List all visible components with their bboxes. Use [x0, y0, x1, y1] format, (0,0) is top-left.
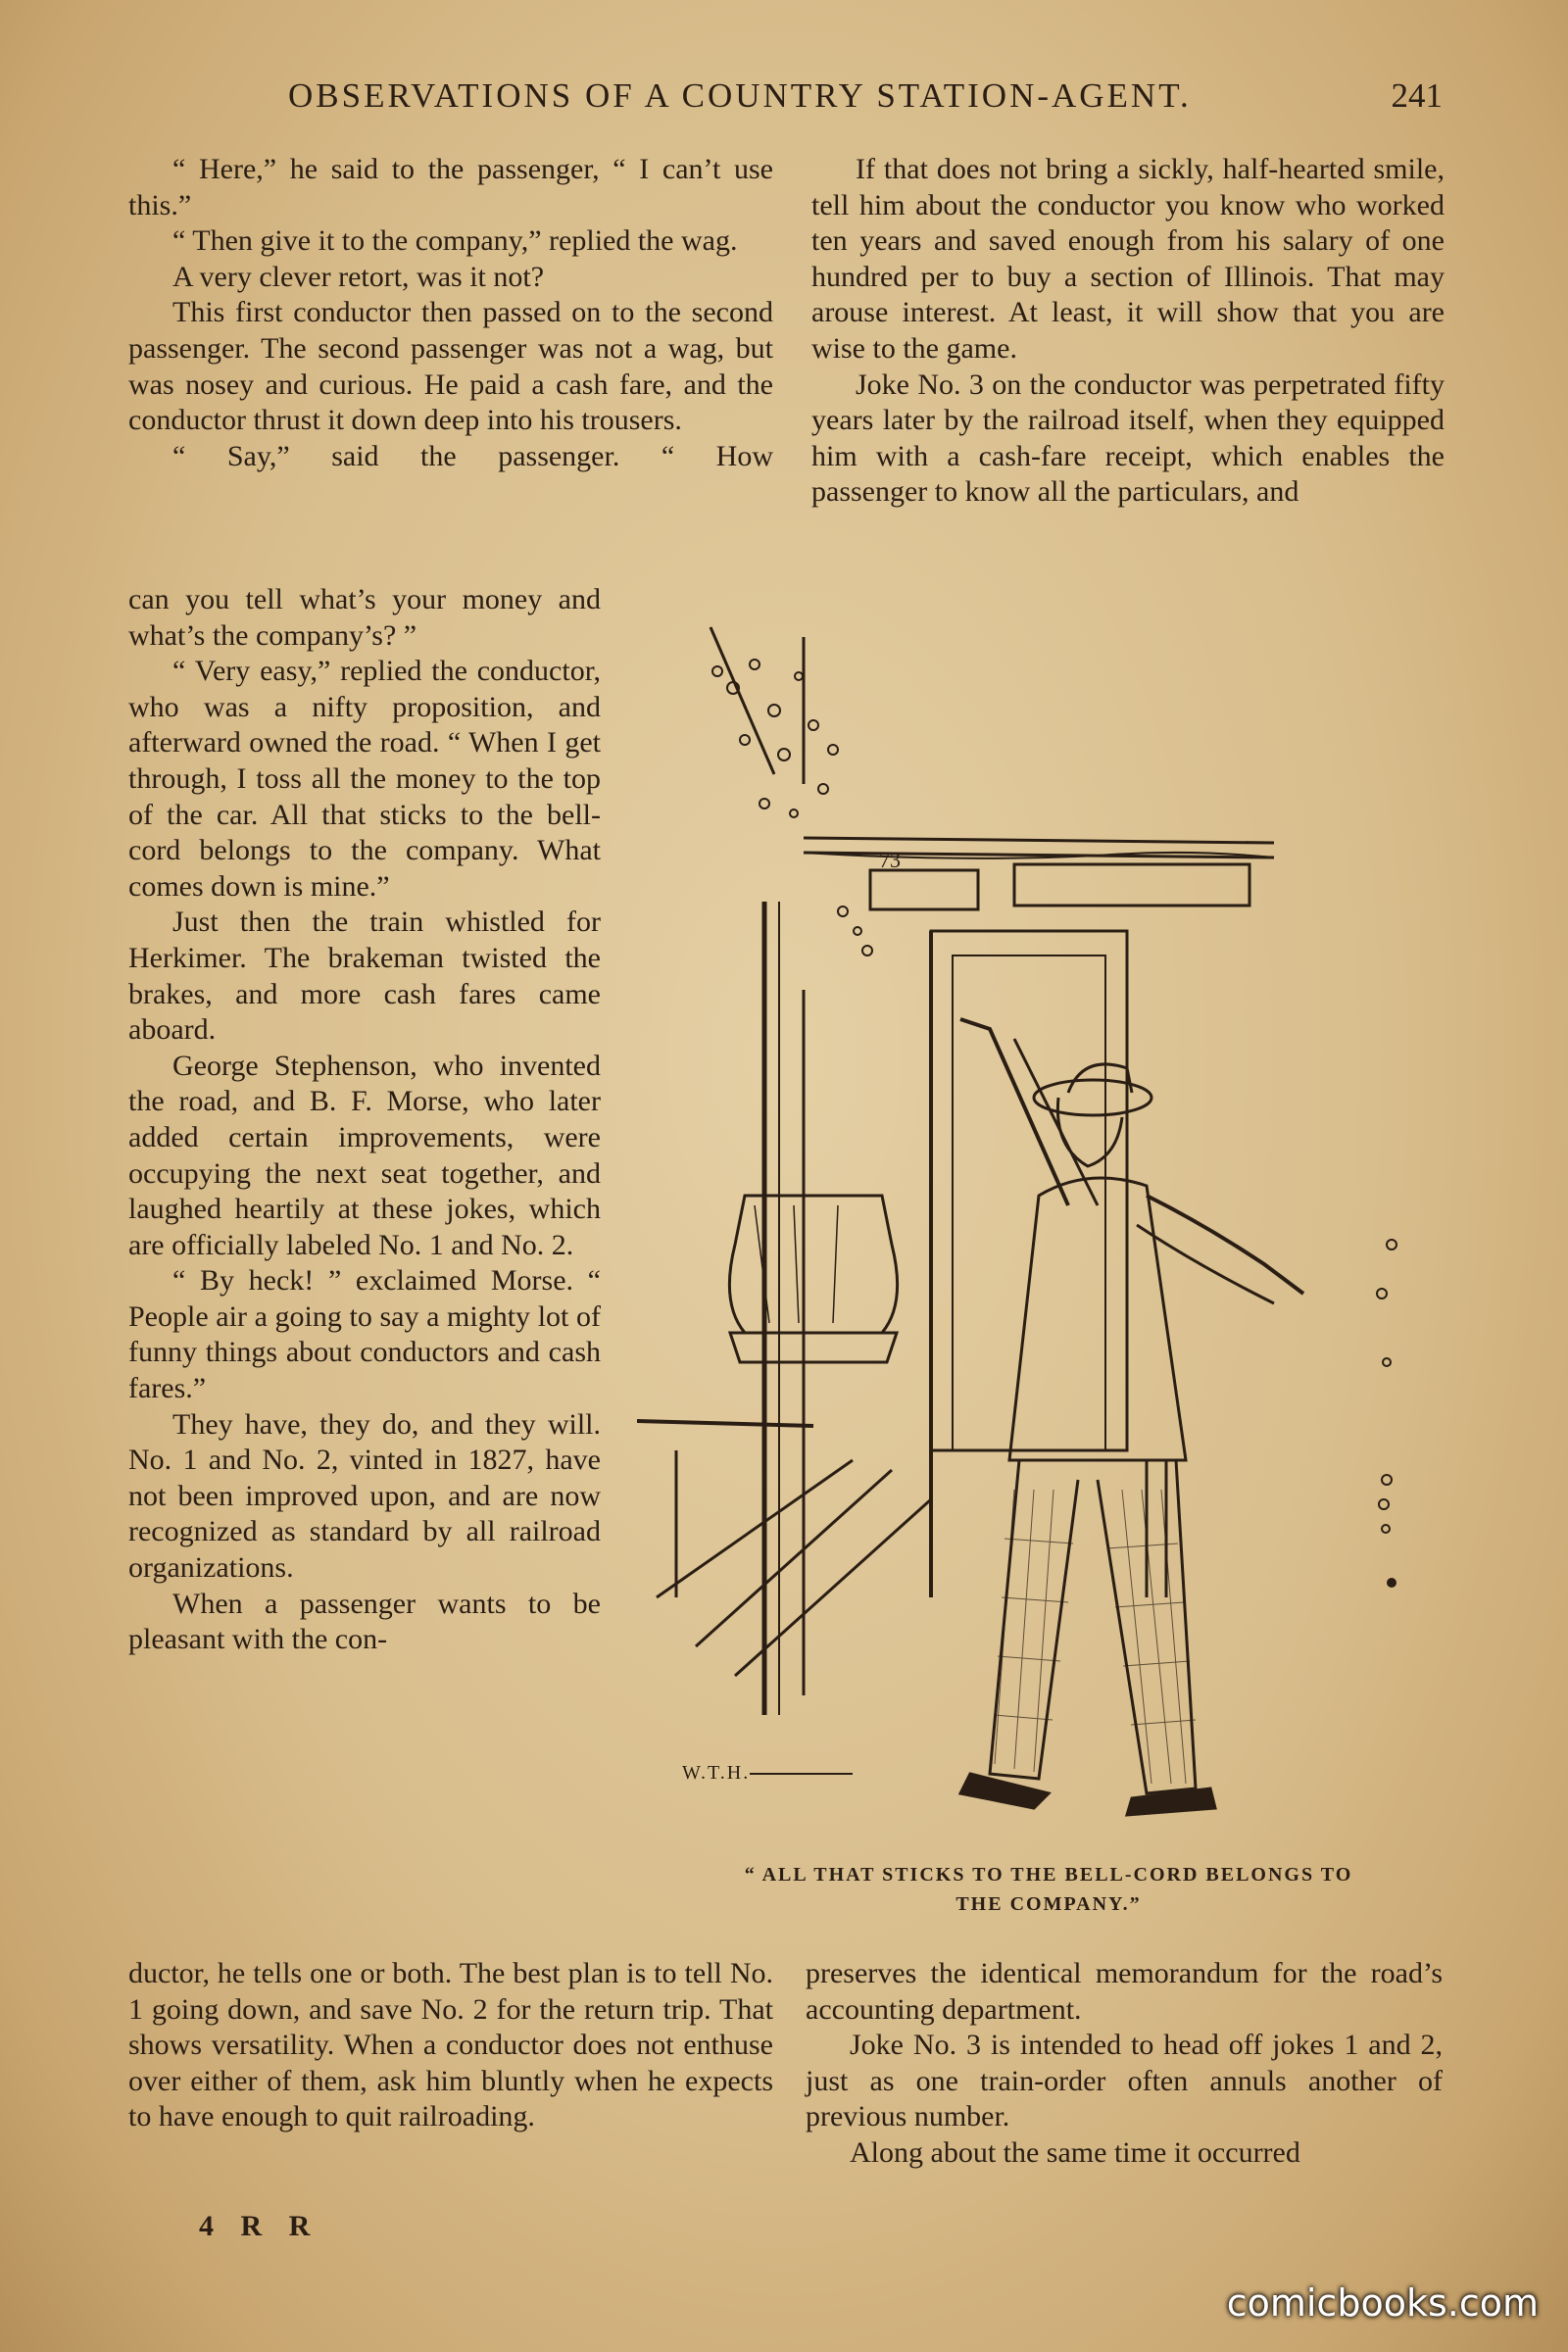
- paragraph: preserves the identical memorandum for the road’s accounting department.: [806, 1957, 1443, 2026]
- paragraph: Joke No. 3 on the conductor was perpetrated fifty years later by the railroad itself, when they equipped him with a cash-fare receipt, which enables the passenger to know all the particulars, and: [811, 368, 1445, 509]
- paragraph: This first conductor then passed on to the second passenger. The second passenger was not a wag, but was nosey and curious. He paid a cash fare, and the conductor thrust it down deep into his trousers.: [128, 296, 773, 437]
- paragraph: ductor, he tells one or both. The best plan is to tell No. 1 going down, and save No. 2 for the return trip. That shows versatility. When a conductor does not enthuse over either of them, ask him bluntly when he expects to have enough to quit railroading.: [128, 1957, 773, 2133]
- page-number: 241: [1391, 76, 1443, 115]
- paragraph: George Stephenson, who invented the road, and B. F. Morse, who later added certain improvements, were occupying the next seat together, and laughed heartily at these jokes, which are officially labeled No. 1 and No. 2.: [128, 1049, 601, 1261]
- paragraph: They have, they do, and they will. No. 1 and No. 2, vinted in 1827, have not been improved upon, and are now recognized as standard by all railroad organizations.: [128, 1407, 601, 1585]
- paragraph: If that does not bring a sickly, half-hearted smile, tell him about the conductor you know who worked ten years and saved enough from his salary of one hundred per to buy a section of Illinois. That may arouse interest. At least, it will show that you are wise to the game.: [811, 153, 1445, 365]
- paragraph: can you tell what’s your money and what’s the company’s? ”: [128, 583, 601, 652]
- left-column-narrow: [128, 582, 601, 1658]
- paragraph: Along about the same time it occurred: [850, 2135, 1300, 2169]
- paragraph: “ Say,” said the passenger. “ How: [172, 439, 773, 472]
- paragraph: A very clever retort, was it not?: [172, 260, 545, 293]
- paragraph: “ Then give it to the company,” replied the wag.: [172, 224, 738, 258]
- right-column-top: [811, 152, 1445, 511]
- caption-line: “ ALL THAT STICKS TO THE BELL-CORD BELONGS TO: [744, 1864, 1353, 1886]
- left-column-bottom: [128, 1956, 773, 2135]
- running-header: [284, 76, 1460, 135]
- artist-signature: W.T.H.: [682, 1762, 751, 1784]
- paragraph: Just then the train whistled for Herkimer. The brakeman twisted the brakes, and more cash fares came aboard.: [128, 906, 601, 1047]
- running-title: OBSERVATIONS OF A COUNTRY STATION-AGENT.: [288, 76, 1192, 115]
- paragraph: When a passenger wants to be pleasant with the con-: [128, 1587, 601, 1656]
- site-watermark: comicbooks.com: [1226, 2281, 1539, 2325]
- illustration-caption: [686, 1860, 1411, 1919]
- right-column-bottom: [806, 1956, 1443, 2172]
- paragraph: “ Here,” he said to the passenger, “ I can’t use this.”: [128, 153, 773, 221]
- caption-line: THE COMPANY.”: [956, 1893, 1142, 1915]
- paragraph: “ By heck! ” exclaimed Morse. “ People air a going to say a mighty lot of funny things about conductors and cash fares.”: [128, 1264, 601, 1405]
- panel-number: 73: [879, 848, 901, 872]
- conductor-illustration: [637, 617, 1460, 1852]
- paragraph: “ Very easy,” replied the conductor, who was a nifty proposition, and afterward owned the road. “ When I get through, I toss all the money to the top of the car. All that sticks to the bell-cord belongs to the company. What comes down is mine.”: [128, 655, 601, 903]
- left-column-top: [128, 152, 773, 474]
- signature-mark: 4 R R: [199, 2210, 320, 2242]
- paragraph: Joke No. 3 is intended to head off jokes 1 and 2, just as one train-order often annuls another of previous number.: [806, 2029, 1443, 2133]
